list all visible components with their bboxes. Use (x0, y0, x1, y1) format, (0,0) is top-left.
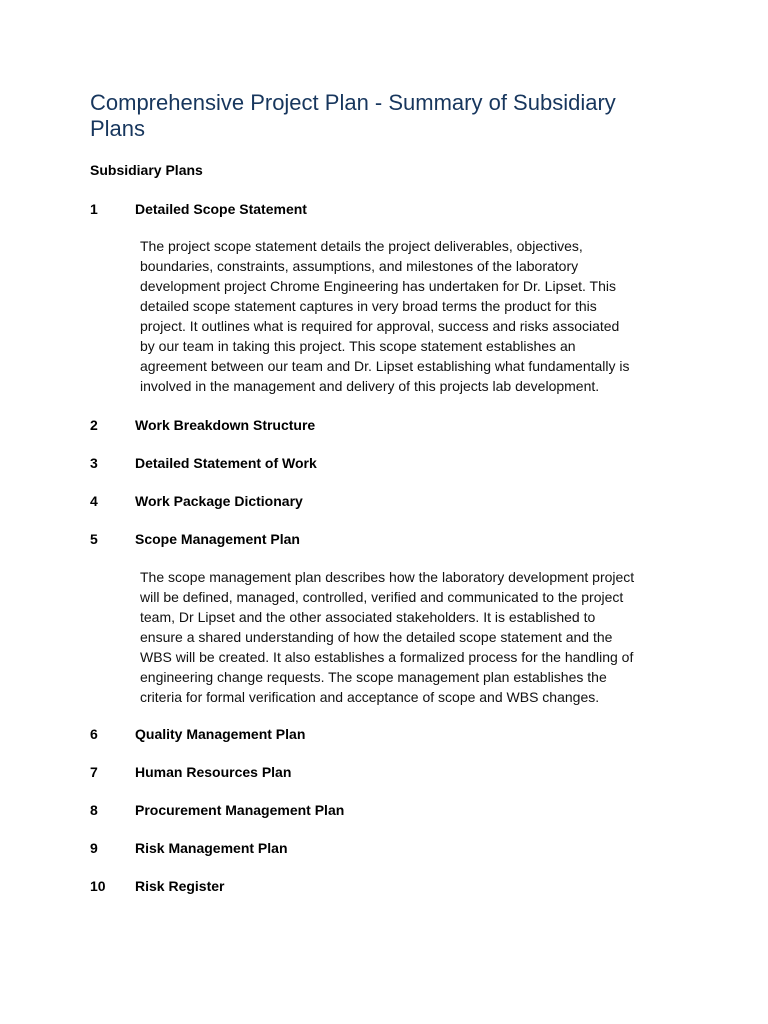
description-line: project. It outlines what is required for approval, success and risks associated (140, 318, 620, 334)
plan-item-7 (90, 763, 690, 781)
plan-label: Human Resources Plan (135, 764, 292, 780)
description-line: by our team in taking this project. This scope statement establishes an (140, 338, 576, 354)
plan-number: 6 (90, 726, 98, 742)
plan-label: Work Breakdown Structure (135, 417, 316, 433)
plan-number: 7 (90, 764, 98, 780)
plan-label: Procurement Management Plan (135, 802, 345, 818)
plan-item-8 (90, 801, 690, 819)
plan-number: 10 (90, 878, 106, 894)
plan-label: Detailed Statement of Work (135, 455, 317, 471)
plan-label: Risk Register (135, 878, 225, 894)
plan-number: 3 (90, 455, 98, 471)
description-line: ensure a shared understanding of how the detailed scope statement and the (140, 629, 613, 645)
description-line: detailed scope statement captures in very broad terms the product for this (140, 298, 597, 314)
plan-number: 4 (90, 493, 98, 509)
plan-item-9 (90, 839, 690, 857)
plan-item-3 (90, 454, 690, 472)
plan-number: 1 (90, 201, 98, 217)
description-line: will be defined, managed, controlled, verified and communicated to the project (140, 589, 624, 605)
description-line: team, Dr Lipset and the other associated stakeholders. It is established to (140, 609, 596, 625)
plan-item-4 (90, 492, 690, 510)
page-title-line-2: Plans (90, 116, 146, 141)
description-line: WBS will be created. It also establishes a formalized process for the handling of (140, 649, 634, 665)
plan-label: Risk Management Plan (135, 840, 288, 856)
page-title (90, 90, 690, 142)
plan-item-10 (90, 877, 690, 895)
plan-number: 9 (90, 840, 98, 856)
page-title-line-1: Comprehensive Project Plan - Summary of Subsidiary (90, 90, 616, 115)
description-line: boundaries, constraints, assumptions, and milestones of the laboratory (140, 258, 579, 274)
section-heading: Subsidiary Plans (90, 162, 203, 178)
plan-number: 8 (90, 802, 98, 818)
plan-label: Quality Management Plan (135, 726, 306, 742)
plan-number: 5 (90, 531, 98, 547)
plan-item-5 (90, 530, 690, 548)
plan-label: Work Package Dictionary (135, 493, 303, 509)
plan-item-1 (90, 200, 690, 218)
plan-number: 2 (90, 417, 98, 433)
description-line: The scope management plan describes how the laboratory development project (140, 569, 635, 585)
plan-item-2 (90, 416, 690, 434)
description-line: agreement between our team and Dr. Lipset establishing what fundamentally is (140, 358, 630, 374)
description-line: engineering change requests. The scope management plan establishes the (140, 669, 607, 685)
description-line: development project Chrome Engineering has undertaken for Dr. Lipset. This (140, 278, 617, 294)
plan-label: Scope Management Plan (135, 531, 300, 547)
description-line: criteria for formal verification and acceptance of scope and WBS changes. (140, 689, 600, 705)
description-line: The project scope statement details the project deliverables, objectives, (140, 238, 583, 254)
plan-item-6 (90, 725, 690, 743)
description-line: involved in the management and delivery of this projects lab development. (140, 378, 600, 394)
plan-description-1 (140, 236, 685, 396)
plan-label: Detailed Scope Statement (135, 201, 307, 217)
plan-description-5 (140, 567, 685, 707)
